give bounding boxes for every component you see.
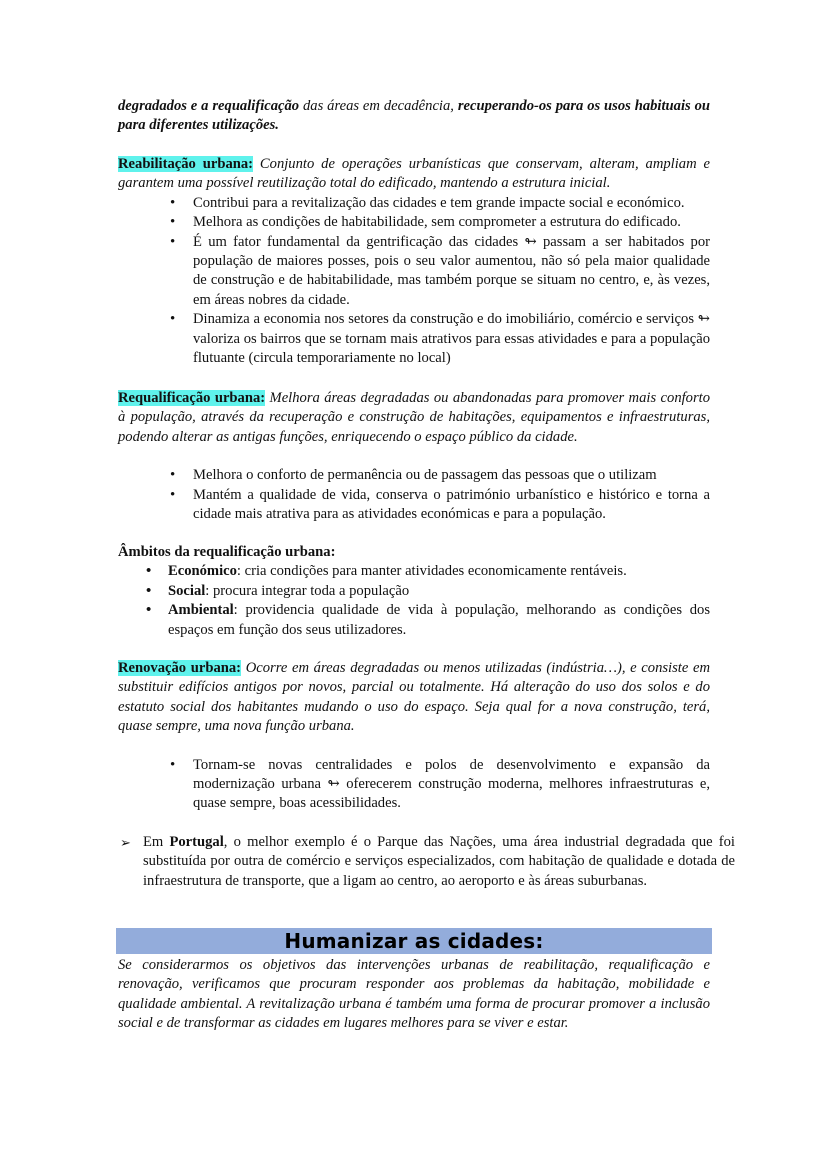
ambito-text: : providencia qualidade de vida à população, melhorando as condições dos espaços em função dos seus utilizadores. — [168, 602, 710, 638]
list-item: • Melhora o conforto de permanência ou de passagem das pessoas que o utilizam — [118, 466, 710, 485]
arrow-bullet-icon: ➢ — [120, 835, 131, 850]
list-item: • Dinamiza a economia nos setores da construção e do imobiliário, comércio e serviços ↬ valoriza os bairros que se tornam mais atrativos para essas atividades e para a população flutuante (circula temporariamente no local) — [118, 310, 710, 368]
ambito-term: Económico — [168, 563, 237, 580]
ambito-term: Social — [168, 582, 206, 599]
intro-text-3: das áreas em decadência, — [299, 98, 458, 114]
reabilitacao-bullets — [118, 194, 710, 369]
requalificacao-bullets — [118, 466, 710, 524]
reabilitacao-section — [118, 155, 710, 368]
ambitos-bullets — [118, 562, 710, 640]
ambitos-section — [118, 543, 710, 640]
reabilitacao-term: Reabilitação urbana: — [118, 156, 254, 172]
renovacao-section — [118, 659, 710, 814]
intro-paragraph — [118, 97, 710, 136]
requalificacao-term: Requalificação urbana: — [118, 390, 266, 406]
renovacao-term: Renovação urbana: — [118, 660, 242, 676]
list-item: • Tornam-se novas centralidades e polos de desenvolvimento e expansão da modernização urbana ↬ oferecerem construção moderna, melhores infraestruturas e, quase sempre, boas acessibilidades. — [118, 756, 710, 814]
list-item: • Contribui para a revitalização das cidades e tem grande impacte social e económico. — [118, 194, 710, 213]
renovacao-definition-text: Ocorre em áreas degradadas ou menos utilizadas (indústria…), e consiste em substituir edifícios antigos por novos, parcial ou totalmente. Há alteração do uso dos solos e do estatuto social dos habitantes mudando o uso do espaço. Seja qual for a nova construção, terá, quase sempre, uma nova função urbana. — [118, 660, 710, 735]
requalificacao-section — [118, 389, 710, 524]
ambito-text: : cria condições para manter atividades economicamente rentáveis. — [236, 563, 627, 580]
ambito-text: : procura integrar toda a população — [205, 582, 410, 599]
intro-text-1: degradados e a — [118, 98, 213, 114]
renovacao-definition — [118, 659, 710, 737]
list-item — [118, 601, 710, 640]
list-item — [118, 582, 710, 601]
humanizar-banner — [116, 928, 712, 954]
renovacao-bullets — [118, 756, 710, 814]
portugal-text-1: Em — [143, 834, 170, 850]
portugal-bold: Portugal — [169, 834, 224, 850]
ambitos-heading: Âmbitos da requalificação urbana: — [118, 544, 336, 560]
list-item: • É um fator fundamental da gentrificação das cidades ↬ passam a ser habitados por população de maiores posses, pois o seu valor aumentou, não só pela maior qualidade de construção e de habitabilidade, mas também porque se situam no centro, e, às vezes, em áreas nobres da cidade. — [118, 233, 710, 311]
humanizar-paragraph: Se considerarmos os objetivos das intervenções urbanas de reabilitação, requalificação e renovação, verificamos que procuram responder aos problemas da habitação, mobilidade e qualidade ambiental. A revitalização urbana é também uma forma de procurar promover a inclusão social e de transformar as cidades em lugares melhores para se viver e estar. — [118, 957, 710, 1032]
portugal-text-2: , o melhor exemplo é o Parque das Nações, uma área industrial degradada que foi substituída por outra de comércio e serviços especializados, com habitação de qualidade e dotada de infraestrutura de transporte, que a ligam ao centro, ao aeroporto e às áreas suburbanas. — [143, 834, 735, 889]
list-item: • Melhora as condições de habitabilidade, sem comprometer a estrutura do edificado. — [118, 213, 710, 232]
list-item — [118, 562, 710, 581]
requalificacao-definition-text: Melhora áreas degradadas ou abandonadas para promover mais conforto à população, através da recuperação e construção de habitações, equipamentos e infraestruturas, podendo alterar as antigas funções, enriquecendo o espaço público da cidade. — [118, 390, 711, 445]
intro-text-4: recuperando-os para os usos habituais ou para diferentes utilizações. — [118, 98, 710, 134]
requalificacao-definition — [118, 389, 710, 447]
list-item: • Mantém a qualidade de vida, conserva o património urbanístico e histórico e torna a cidade mais atrativa para as atividades económicas e para a população. — [118, 486, 710, 525]
intro-text-2: requalificação — [212, 98, 300, 114]
humanizar-title: Humanizar as cidades: — [284, 929, 544, 953]
reabilitacao-definition-text: Conjunto de operações urbanísticas que conservam, alteram, ampliam e garantem uma possível reutilização total do edificado, mantendo a estrutura inicial. — [118, 156, 711, 192]
portugal-paragraph — [118, 833, 735, 891]
ambito-term: Ambiental — [168, 602, 234, 619]
reabilitacao-definition — [118, 155, 710, 194]
